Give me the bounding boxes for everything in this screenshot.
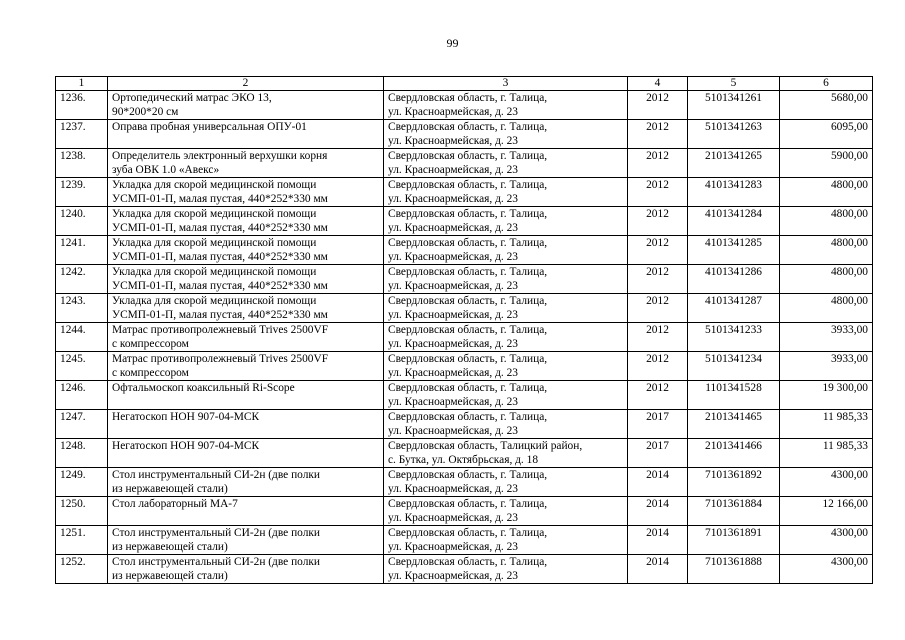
row-number-cell: 1240. — [56, 207, 108, 236]
address-line: ул. Красноармейская, д. 23 — [388, 541, 518, 553]
cost-cell: 4800,00 — [780, 236, 873, 265]
cost-cell: 4300,00 — [780, 468, 873, 497]
row-number-cell: 1242. — [56, 265, 108, 294]
cost-cell: 3933,00 — [780, 323, 873, 352]
page-number: 99 — [446, 36, 459, 50]
property-registry-table — [55, 76, 873, 584]
item-name-line: УСМП-01-П, малая пустая, 440*252*330 мм — [112, 222, 328, 234]
year-cell: 2014 — [628, 526, 688, 555]
table-row — [56, 526, 873, 555]
item-name-cell — [108, 120, 384, 149]
column-header: 4 — [628, 77, 688, 91]
address-line: Свердловская область, г. Талица, — [388, 324, 548, 336]
address-line: Свердловская область, г. Талица, — [388, 469, 548, 481]
row-number-cell: 1248. — [56, 439, 108, 468]
item-name-line: Укладка для скорой медицинской помощи — [112, 208, 317, 220]
item-name-line: Укладка для скорой медицинской помощи — [112, 179, 317, 191]
address-line: ул. Красноармейская, д. 23 — [388, 512, 518, 524]
row-number-cell: 1250. — [56, 497, 108, 526]
cost-cell: 5680,00 — [780, 91, 873, 120]
item-name-line: Оправа пробная универсальная ОПУ-01 — [112, 121, 307, 133]
inventory-number-cell: 5101341234 — [688, 352, 780, 381]
item-name-line: Негатоскоп НОН 907-04-МСК — [112, 440, 260, 452]
column-header: 1 — [56, 77, 108, 91]
row-number-cell: 1251. — [56, 526, 108, 555]
address-cell — [384, 294, 628, 323]
item-name-line: с компрессором — [112, 338, 189, 350]
address-line: ул. Красноармейская, д. 23 — [388, 193, 518, 205]
item-name-cell — [108, 265, 384, 294]
address-cell — [384, 526, 628, 555]
address-line: ул. Красноармейская, д. 23 — [388, 309, 518, 321]
row-number-cell: 1241. — [56, 236, 108, 265]
address-cell — [384, 439, 628, 468]
item-name-line: УСМП-01-П, малая пустая, 440*252*330 мм — [112, 251, 328, 263]
year-cell: 2012 — [628, 265, 688, 294]
address-line: Свердловская область, г. Талица, — [388, 498, 548, 510]
row-number-cell: 1243. — [56, 294, 108, 323]
row-number-cell: 1244. — [56, 323, 108, 352]
table-row — [56, 555, 873, 584]
address-line: Свердловская область, г. Талица, — [388, 237, 548, 249]
item-name-line: 90*200*20 см — [112, 106, 179, 118]
item-name-cell — [108, 236, 384, 265]
year-cell: 2017 — [628, 410, 688, 439]
inventory-number-cell: 7101361888 — [688, 555, 780, 584]
address-line: Свердловская область, г. Талица, — [388, 382, 548, 394]
item-name-line: Укладка для скорой медицинской помощи — [112, 266, 317, 278]
year-cell: 2012 — [628, 120, 688, 149]
item-name-line: из нержавеющей стали) — [112, 541, 228, 553]
item-name-line: зуба ОВК 1.0 «Авекс» — [112, 164, 220, 176]
table-row — [56, 323, 873, 352]
cost-cell: 4800,00 — [780, 294, 873, 323]
inventory-number-cell: 2101341466 — [688, 439, 780, 468]
item-name-line: Матрас противопролежневый Trives 2500VF — [112, 324, 329, 336]
cost-cell: 4800,00 — [780, 178, 873, 207]
column-header: 6 — [780, 77, 873, 91]
address-line: Свердловская область, г. Талица, — [388, 92, 548, 104]
inventory-number-cell: 4101341286 — [688, 265, 780, 294]
item-name-cell — [108, 352, 384, 381]
inventory-number-cell: 4101341284 — [688, 207, 780, 236]
inventory-number-cell: 7101361891 — [688, 526, 780, 555]
table-row — [56, 439, 873, 468]
cost-cell: 6095,00 — [780, 120, 873, 149]
cost-cell: 4300,00 — [780, 555, 873, 584]
cost-cell: 19 300,00 — [780, 381, 873, 410]
item-name-cell — [108, 526, 384, 555]
address-line: Свердловская область, г. Талица, — [388, 179, 548, 191]
table-row — [56, 294, 873, 323]
table-row — [56, 91, 873, 120]
cost-cell: 12 166,00 — [780, 497, 873, 526]
inventory-number-cell: 5101341233 — [688, 323, 780, 352]
row-number-cell: 1245. — [56, 352, 108, 381]
address-line: ул. Красноармейская, д. 23 — [388, 483, 518, 495]
item-name-line: Определитель электронный верхушки корня — [112, 150, 328, 162]
item-name-line: Негатоскоп НОН 907-04-МСК — [112, 411, 260, 423]
table-row — [56, 497, 873, 526]
item-name-line: УСМП-01-П, малая пустая, 440*252*330 мм — [112, 309, 328, 321]
row-number-cell: 1246. — [56, 381, 108, 410]
address-cell — [384, 468, 628, 497]
address-cell — [384, 207, 628, 236]
row-number-cell: 1252. — [56, 555, 108, 584]
year-cell: 2012 — [628, 294, 688, 323]
inventory-number-cell: 2101341465 — [688, 410, 780, 439]
address-line: ул. Красноармейская, д. 23 — [388, 280, 518, 292]
address-cell — [384, 497, 628, 526]
item-name-line: Офтальмоскоп коаксильный Ri-Scope — [112, 382, 295, 394]
year-cell: 2014 — [628, 468, 688, 497]
item-name-cell — [108, 294, 384, 323]
column-header: 3 — [384, 77, 628, 91]
item-name-cell — [108, 555, 384, 584]
address-line: Свердловская область, г. Талица, — [388, 121, 548, 133]
address-cell — [384, 236, 628, 265]
address-line: с. Бутка, ул. Октябрьская, д. 18 — [388, 454, 539, 466]
table-row — [56, 236, 873, 265]
address-line: ул. Красноармейская, д. 23 — [388, 396, 518, 408]
row-number-cell: 1249. — [56, 468, 108, 497]
year-cell: 2012 — [628, 381, 688, 410]
address-line: Свердловская область, г. Талица, — [388, 527, 548, 539]
item-name-cell — [108, 149, 384, 178]
table-row — [56, 352, 873, 381]
year-cell: 2012 — [628, 178, 688, 207]
address-line: ул. Красноармейская, д. 23 — [388, 164, 518, 176]
address-cell — [384, 120, 628, 149]
item-name-line: Стол инструментальный СИ-2н (две полки — [112, 527, 321, 539]
address-line: Свердловская область, г. Талица, — [388, 295, 548, 307]
address-line: Свердловская область, г. Талица, — [388, 208, 548, 220]
cost-cell: 3933,00 — [780, 352, 873, 381]
year-cell: 2017 — [628, 439, 688, 468]
table-row — [56, 410, 873, 439]
cost-cell: 11 985,33 — [780, 410, 873, 439]
inventory-number-cell: 1101341528 — [688, 381, 780, 410]
column-number-row — [56, 77, 873, 91]
inventory-number-cell: 7101361884 — [688, 497, 780, 526]
address-line: ул. Красноармейская, д. 23 — [388, 222, 518, 234]
item-name-line: Стол инструментальный СИ-2н (две полки — [112, 469, 321, 481]
year-cell: 2012 — [628, 91, 688, 120]
item-name-line: УСМП-01-П, малая пустая, 440*252*330 мм — [112, 193, 328, 205]
item-name-cell — [108, 410, 384, 439]
item-name-cell — [108, 207, 384, 236]
cost-cell: 4800,00 — [780, 207, 873, 236]
item-name-line: из нержавеющей стали) — [112, 570, 228, 582]
table-row — [56, 207, 873, 236]
inventory-number-cell: 5101341263 — [688, 120, 780, 149]
item-name-cell — [108, 323, 384, 352]
row-number-cell: 1236. — [56, 91, 108, 120]
address-line: Свердловская область, г. Талица, — [388, 266, 548, 278]
address-cell — [384, 352, 628, 381]
year-cell: 2012 — [628, 352, 688, 381]
address-cell — [384, 265, 628, 294]
row-number-cell: 1239. — [56, 178, 108, 207]
address-line: Свердловская область, г. Талица, — [388, 411, 548, 423]
item-name-cell — [108, 497, 384, 526]
table-row — [56, 120, 873, 149]
table-row — [56, 149, 873, 178]
column-header: 5 — [688, 77, 780, 91]
item-name-cell — [108, 468, 384, 497]
year-cell: 2012 — [628, 236, 688, 265]
inventory-number-cell: 5101341261 — [688, 91, 780, 120]
item-name-cell — [108, 439, 384, 468]
year-cell: 2012 — [628, 149, 688, 178]
year-cell: 2014 — [628, 555, 688, 584]
row-number-cell: 1238. — [56, 149, 108, 178]
item-name-line: с компрессором — [112, 367, 189, 379]
item-name-line: Ортопедический матрас ЭКО 13, — [112, 92, 272, 104]
item-name-line: из нержавеющей стали) — [112, 483, 228, 495]
inventory-number-cell: 7101361892 — [688, 468, 780, 497]
item-name-line: Укладка для скорой медицинской помощи — [112, 295, 317, 307]
address-cell — [384, 149, 628, 178]
address-cell — [384, 178, 628, 207]
inventory-number-cell: 4101341287 — [688, 294, 780, 323]
address-line: ул. Красноармейская, д. 23 — [388, 425, 518, 437]
item-name-line: Матрас противопролежневый Trives 2500VF — [112, 353, 329, 365]
year-cell: 2012 — [628, 323, 688, 352]
row-number-cell: 1247. — [56, 410, 108, 439]
address-line: ул. Красноармейская, д. 23 — [388, 106, 518, 118]
address-cell — [384, 410, 628, 439]
table-row — [56, 265, 873, 294]
address-line: Свердловская область, г. Талица, — [388, 150, 548, 162]
table-row — [56, 178, 873, 207]
cost-cell: 4300,00 — [780, 526, 873, 555]
address-line: ул. Красноармейская, д. 23 — [388, 251, 518, 263]
address-line: Свердловская область, г. Талица, — [388, 353, 548, 365]
address-line: ул. Красноармейская, д. 23 — [388, 135, 518, 147]
inventory-number-cell: 4101341283 — [688, 178, 780, 207]
inventory-number-cell: 2101341265 — [688, 149, 780, 178]
inventory-number-cell: 4101341285 — [688, 236, 780, 265]
item-name-cell — [108, 178, 384, 207]
address-cell — [384, 323, 628, 352]
row-number-cell: 1237. — [56, 120, 108, 149]
address-line: Свердловская область, г. Талица, — [388, 556, 548, 568]
table-row — [56, 381, 873, 410]
item-name-line: Укладка для скорой медицинской помощи — [112, 237, 317, 249]
item-name-line: УСМП-01-П, малая пустая, 440*252*330 мм — [112, 280, 328, 292]
item-name-line: Стол лабораторный МА-7 — [112, 498, 238, 510]
column-header: 2 — [108, 77, 384, 91]
year-cell: 2012 — [628, 207, 688, 236]
address-cell — [384, 555, 628, 584]
table-row — [56, 468, 873, 497]
item-name-cell — [108, 381, 384, 410]
item-name-cell — [108, 91, 384, 120]
address-line: ул. Красноармейская, д. 23 — [388, 338, 518, 350]
cost-cell: 4800,00 — [780, 265, 873, 294]
cost-cell: 5900,00 — [780, 149, 873, 178]
address-cell — [384, 381, 628, 410]
cost-cell: 11 985,33 — [780, 439, 873, 468]
address-cell — [384, 91, 628, 120]
address-line: ул. Красноармейская, д. 23 — [388, 367, 518, 379]
item-name-line: Стол инструментальный СИ-2н (две полки — [112, 556, 321, 568]
year-cell: 2014 — [628, 497, 688, 526]
address-line: Свердловская область, Талицкий район, — [388, 440, 583, 452]
address-line: ул. Красноармейская, д. 23 — [388, 570, 518, 582]
